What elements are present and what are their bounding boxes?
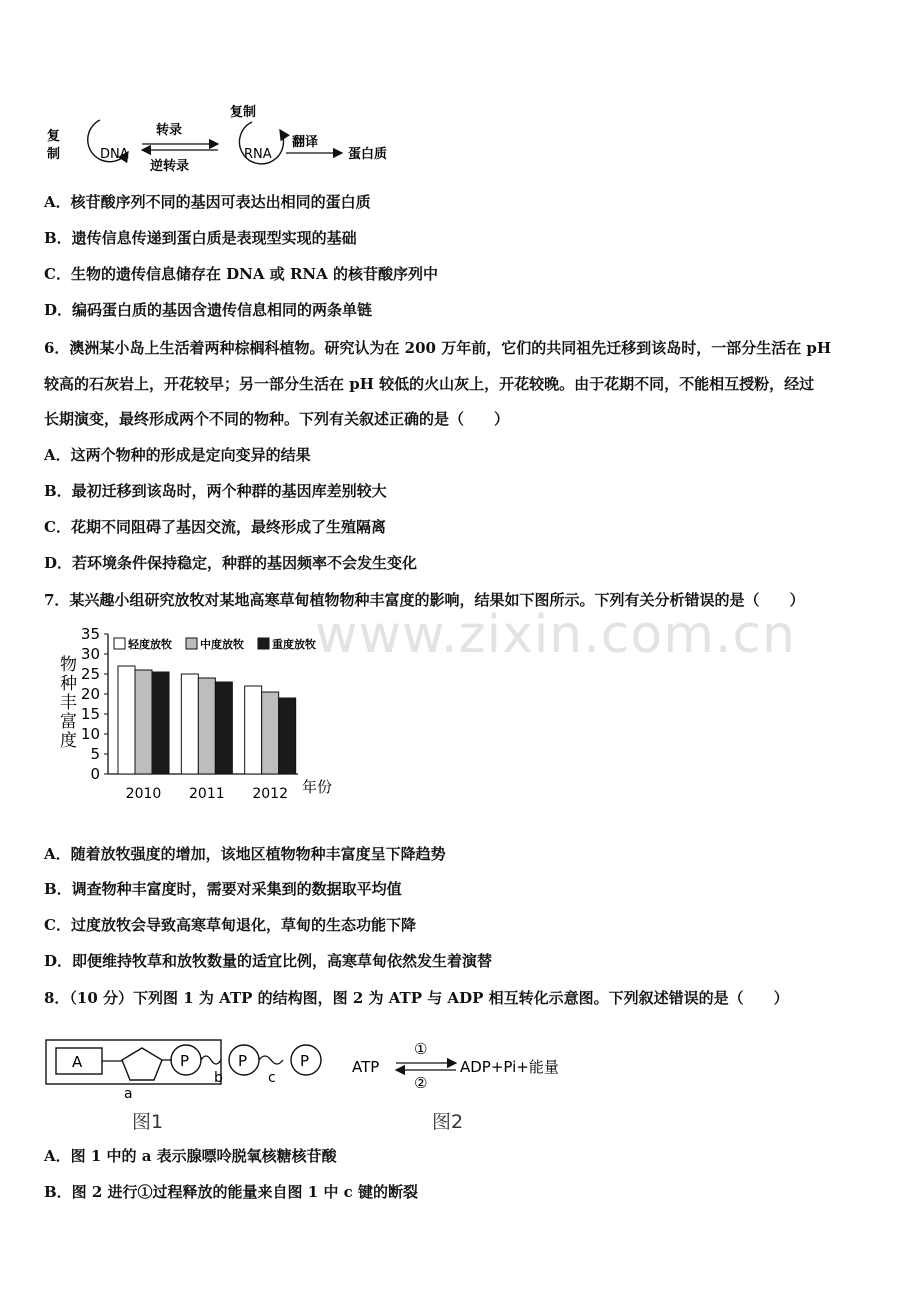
bar <box>198 678 215 774</box>
y-tick-label: 25 <box>80 665 100 683</box>
q5-option-c: C．生物的遗传信息储存在 DNA 或 RNA 的核苷酸序列中 <box>44 265 439 283</box>
bond-b <box>201 1056 221 1064</box>
label-a: a <box>124 1086 133 1102</box>
bar <box>152 672 169 774</box>
y-tick-label: 5 <box>90 745 100 763</box>
dna-label: DNA <box>100 147 129 162</box>
y-axis-label-char: 种 <box>60 674 77 694</box>
translation-label: 翻译 <box>292 135 319 150</box>
central-dogma-diagram <box>40 100 420 175</box>
q6-option-c: C．花期不同阻碍了基因交流，最终形成了生殖隔离 <box>44 518 386 536</box>
x-tick-label: 2011 <box>189 786 225 802</box>
y-axis-label-char: 富 <box>60 712 77 732</box>
atp-structure-figure <box>44 1036 334 1136</box>
q8-stem: 8．（10 分）下列图 1 为 ATP 的结构图，图 2 为 ATP 与 ADP 相互转化示意图。下列叙述错误的是（ ） <box>44 989 789 1007</box>
replicate-left-2: 制 <box>47 147 61 162</box>
atp-adp-conversion-figure <box>350 1036 580 1136</box>
y-tick-label: 20 <box>80 685 100 703</box>
y-axis-label-char: 度 <box>60 731 77 751</box>
adenine-label: A <box>72 1053 83 1071</box>
q7-option-a: A．随着放牧强度的增加，该地区植物物种丰富度呈下降趋势 <box>44 845 446 863</box>
reverse-transcription-label: 逆转录 <box>150 159 190 174</box>
step-2-label: ② <box>414 1074 428 1092</box>
legend-label: 重度放牧 <box>272 638 316 651</box>
fig2-caption: 图2 <box>432 1111 464 1133</box>
q6-option-b: B．最初迁移到该岛时，两个种群的基因库差别较大 <box>44 482 387 500</box>
q6-option-a: A．这两个物种的形成是定向变异的结果 <box>44 446 311 464</box>
q6-stem-line-3: 长期演变，最终形成两个不同的物种。下列有关叙述正确的是（ ） <box>44 410 510 428</box>
svg-text:P: P <box>238 1052 248 1070</box>
bar <box>215 682 232 774</box>
watermark: www.zixin.com.cn <box>315 605 796 665</box>
replicate-left-1: 复 <box>47 129 61 144</box>
x-axis-label: 年份 <box>302 778 333 796</box>
y-axis-label-char: 物 <box>60 655 77 675</box>
y-tick-label: 0 <box>90 765 100 783</box>
rna-label: RNA <box>244 147 272 162</box>
bar <box>135 670 152 774</box>
protein-label: 蛋白质 <box>348 147 388 162</box>
legend-swatch <box>258 638 269 649</box>
y-tick-label: 10 <box>80 725 100 743</box>
label-c: c <box>268 1070 276 1086</box>
atp-label: ATP <box>352 1058 380 1076</box>
bar <box>118 666 135 774</box>
q7-option-c: C．过度放牧会导致高寒草甸退化，草甸的生态功能下降 <box>44 916 416 934</box>
x-tick-label: 2010 <box>125 786 162 802</box>
y-axis-label-char: 丰 <box>60 693 77 713</box>
transcription-label: 转录 <box>156 123 183 138</box>
y-tick-label: 15 <box>80 705 100 723</box>
q7-stem: 7．某兴趣小组研究放牧对某地高寒草甸植物物种丰富度的影响，结果如下图所示。下列有关分析错误的是（ ） <box>44 591 805 609</box>
replicate-top-label: 复制 <box>230 105 257 120</box>
legend-swatch <box>114 638 125 649</box>
bar <box>279 698 296 774</box>
legend-swatch <box>186 638 197 649</box>
q6-stem-line-1: 6．澳洲某小岛上生活着两种棕榈科植物。研究认为在 200 万年前，它们的共同祖先迁移到该岛时，一部分生活在 pH <box>44 339 832 357</box>
bar-chart <box>50 622 350 807</box>
y-tick-label: 35 <box>80 625 100 643</box>
legend-label: 中度放牧 <box>200 638 244 651</box>
bar <box>262 692 279 774</box>
ribose-pentagon <box>122 1048 162 1080</box>
q7-option-d: D．即便维持牧草和放牧数量的适宜比例，高寒草甸依然发生着演替 <box>44 952 493 970</box>
svg-text:P: P <box>300 1052 310 1070</box>
q6-stem-line-2: 较高的石灰岩上，开花较早；另一部分生活在 pH 较低的火山灰上，开花较晚。由于花期不同，不能相互授粉，经过 <box>44 375 815 393</box>
q5-option-a: A．核苷酸序列不同的基因可表达出相同的蛋白质 <box>44 193 371 211</box>
q6-option-d: D．若环境条件保持稳定，种群的基因频率不会发生变化 <box>44 554 418 572</box>
q8-option-a: A．图 1 中的 a 表示腺嘌呤脱氧核糖核苷酸 <box>44 1147 337 1165</box>
q8-option-b: B．图 2 进行①过程释放的能量来自图 1 中 c 键的断裂 <box>44 1183 419 1201</box>
svg-text:P: P <box>180 1052 190 1070</box>
q7-option-b: B．调查物种丰富度时，需要对采集到的数据取平均值 <box>44 880 402 898</box>
x-tick-label: 2012 <box>252 786 288 802</box>
bar <box>245 686 262 774</box>
products-label: ADP+Pi+能量 <box>460 1058 559 1076</box>
bond-c <box>259 1056 283 1064</box>
label-b: b <box>214 1070 223 1086</box>
y-axis-label <box>60 655 77 751</box>
legend-label: 轻度放牧 <box>128 638 172 651</box>
step-1-label: ① <box>414 1040 428 1058</box>
fig1-caption: 图1 <box>132 1111 164 1133</box>
q5-option-d: D．编码蛋白质的基因含遗传信息相同的两条单链 <box>44 301 373 319</box>
bar <box>181 674 198 774</box>
y-tick-label: 30 <box>80 645 100 663</box>
q5-option-b: B．遗传信息传递到蛋白质是表现型实现的基础 <box>44 229 357 247</box>
